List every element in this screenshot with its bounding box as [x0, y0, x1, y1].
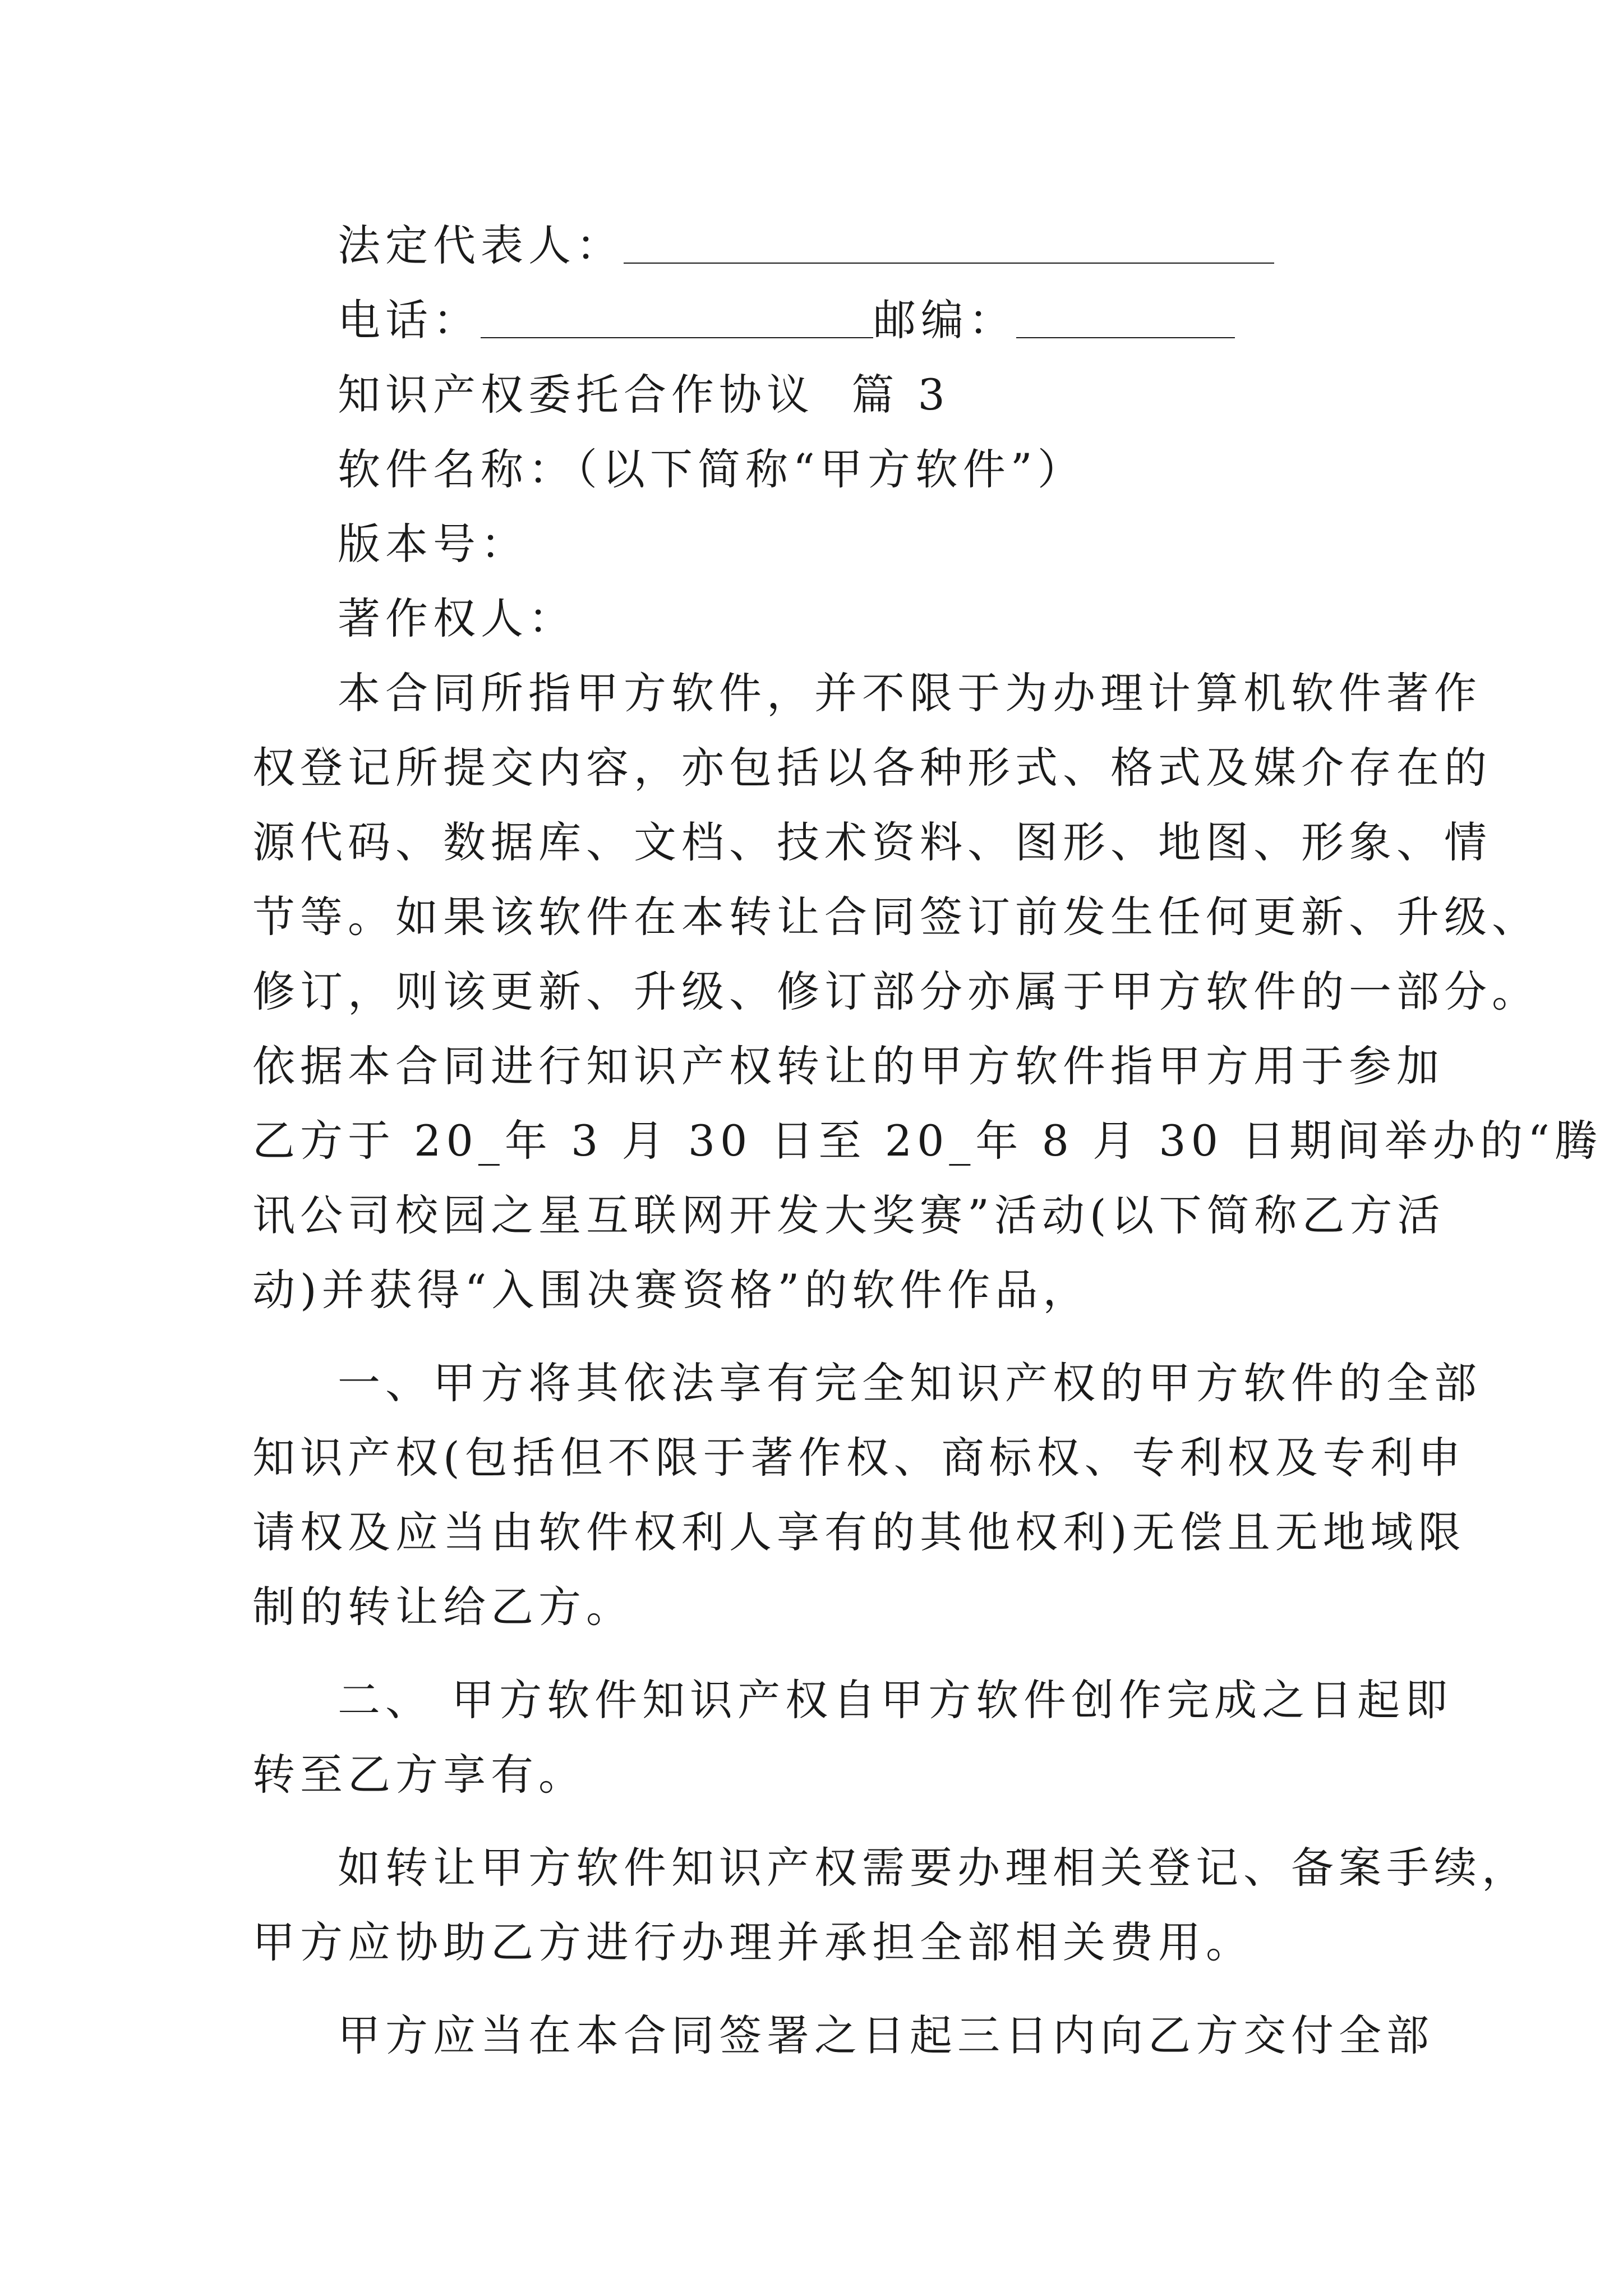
- legal-rep-label: 法定代表人：: [338, 220, 624, 270]
- clause-two-line: 二、 甲方软件知识产权自甲方软件创作完成之日起即: [338, 1675, 1453, 1725]
- software-name-label: 软件名称：: [338, 444, 576, 494]
- registration-line: 如转让甲方软件知识产权需要办理相关登记、备案手续，: [338, 1843, 1529, 1893]
- copyright-holder-label: 著作权人：: [338, 593, 576, 643]
- phone-label: 电话：: [338, 295, 481, 345]
- legal-rep-blank: [624, 263, 1274, 264]
- clause-two-line: 转至乙方享有。: [252, 1750, 586, 1800]
- body-line: 乙方于 20_年 3 月 30 日至 20_年 8 月 30 日期间举办的“腾: [252, 1116, 1602, 1166]
- body-line: 节等。如果该软件在本转让合同签订前发生任何更新、升级、: [252, 892, 1539, 942]
- registration-line: 甲方应协助乙方进行办理并承担全部相关费用。: [252, 1917, 1253, 1967]
- section-title: 知识产权委托合作协议: [338, 370, 814, 420]
- section-number: 篇 3: [851, 370, 950, 420]
- body-line: 源代码、数据库、文档、技术资料、图形、地图、形象、情: [252, 817, 1492, 867]
- phone-blank: [481, 337, 873, 338]
- body-line: 权登记所提交内容，亦包括以各种形式、格式及媒介存在的: [252, 743, 1492, 793]
- body-line: 讯公司校园之星互联网开发大奖赛”活动(以下简称乙方活: [252, 1190, 1445, 1240]
- postcode-label: 邮编：: [873, 295, 1016, 345]
- version-label: 版本号：: [338, 519, 528, 569]
- body-line: 动)并获得“入围决赛资格”的软件作品，: [252, 1265, 1091, 1315]
- clause-one-line: 知识产权(包括但不限于著作权、商标权、专利权及专利申: [252, 1433, 1466, 1483]
- copyright-holder-row: [338, 581, 1380, 657]
- section-heading: [338, 357, 1380, 433]
- software-name-note: （以下简称“甲方软件”）: [576, 444, 1085, 494]
- legal-rep-row: [338, 208, 1380, 284]
- phone-postcode-row: [338, 282, 1380, 358]
- postcode-blank: [1016, 337, 1235, 338]
- clause-one-line: 制的转让给乙方。: [252, 1582, 634, 1632]
- body-line: 本合同所指甲方软件，并不限于为办理计算机软件著作: [338, 668, 1482, 718]
- version-row: [338, 506, 1380, 582]
- software-name-row: [338, 431, 1380, 508]
- clause-one-line: 请权及应当由软件权利人享有的其他权利)无偿且无地域限: [252, 1507, 1466, 1557]
- body-line: 修订，则该更新、升级、修订部分亦属于甲方软件的一部分。: [252, 967, 1539, 1016]
- body-line: 依据本合同进行知识产权转让的甲方软件指甲方用于参加: [252, 1041, 1444, 1091]
- clause-one-line: 一、甲方将其依法享有完全知识产权的甲方软件的全部: [338, 1358, 1482, 1408]
- delivery-line: 甲方应当在本合同签署之日起三日内向乙方交付全部: [338, 2010, 1434, 2060]
